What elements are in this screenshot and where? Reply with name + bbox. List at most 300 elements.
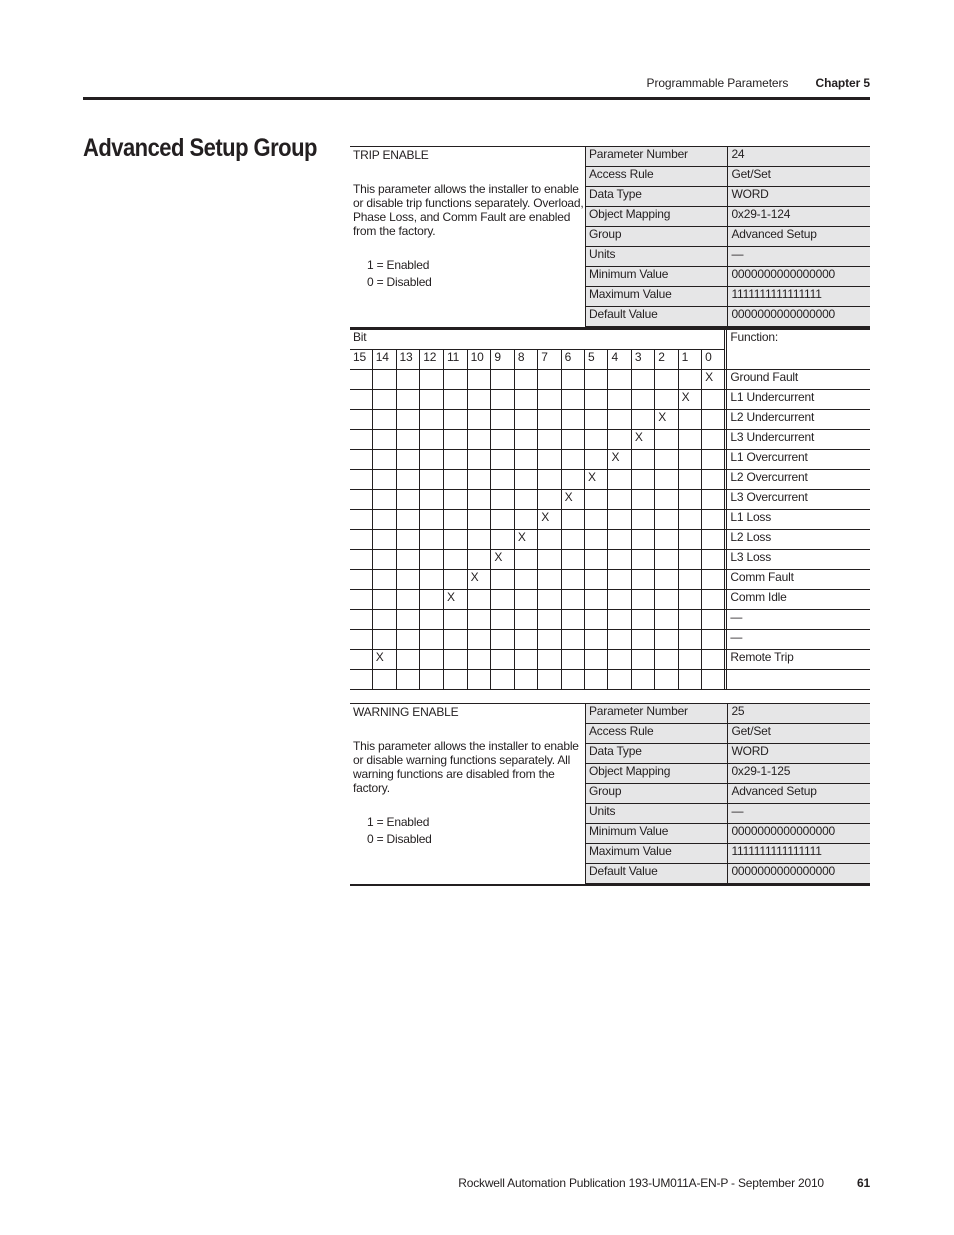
bit-cell [467,670,491,690]
bit-cell [678,470,701,490]
table-row [350,450,870,470]
param-label: Object Mapping [586,764,728,784]
function-name: L3 Undercurrent [727,430,870,450]
bit-cell [396,430,420,450]
bit-cell [467,490,491,510]
bit-cell [491,610,514,630]
param-value: Get/Set [728,724,870,744]
param-label: Access Rule [586,167,728,187]
bit-cell [444,650,468,670]
bit-cell [608,630,631,650]
bit-cell [561,510,584,530]
bit-cell [585,650,608,670]
function-name [727,670,870,690]
bit-cell [372,510,396,530]
warning-enable-param-table [585,703,870,884]
function-name: L1 Loss [727,510,870,530]
table-row [350,650,870,670]
bit-number: 13 [396,350,420,370]
bit-number: 10 [467,350,491,370]
table-row [350,610,870,630]
bit-cell [444,530,468,550]
bit-cell [514,670,537,690]
param-label: Parameter Number [586,147,728,167]
param-value: — [728,247,870,267]
bit-cell [491,650,514,670]
bit-cell [655,630,678,650]
bit-cell [491,490,514,510]
bit-cell [396,530,420,550]
bit-cell [702,590,725,610]
bit-cell [585,570,608,590]
table-row [350,530,870,550]
bit-cell [561,650,584,670]
bit-cell [631,490,654,510]
bit-cell [631,590,654,610]
header-chapter: Chapter 5 [815,76,870,90]
bit-mark: X [678,390,701,410]
bit-cell [372,610,396,630]
bit-cell [372,570,396,590]
bit-cell [608,390,631,410]
bit-cell [655,570,678,590]
bit-mark: X [702,370,725,390]
function-name: L2 Overcurrent [727,470,870,490]
bit-cell [491,530,514,550]
bit-cell [538,550,561,570]
param-row [586,287,871,307]
bit-cell [655,670,678,690]
bit-cell [444,390,468,410]
function-name: L2 Loss [727,530,870,550]
bit-cell [467,510,491,530]
bit-cell [467,430,491,450]
bit-cell [561,550,584,570]
bit-header-row [350,330,870,350]
param-label: Parameter Number [586,704,728,724]
bit-cell [655,390,678,410]
bit-cell [561,570,584,590]
option-enabled: 1 = Enabled [367,815,430,829]
bit-cell [491,370,514,390]
bit-cell [678,550,701,570]
function-name: Ground Fault [727,370,870,390]
bit-cell [420,530,444,550]
bit-cell [514,450,537,470]
bit-number: 11 [444,350,468,370]
bit-number: 5 [585,350,608,370]
bit-cell [631,510,654,530]
bit-cell [631,610,654,630]
bit-cell [608,550,631,570]
bit-cell [491,470,514,490]
bit-cell [561,450,584,470]
param-row [586,744,871,764]
bit-cell [514,570,537,590]
bit-cell [491,570,514,590]
bit-cell [702,510,725,530]
bit-cell [514,490,537,510]
bit-cell [420,630,444,650]
bit-cell [372,550,396,570]
bit-cell [678,530,701,550]
bit-cell [420,410,444,430]
bit-cell [538,530,561,550]
bit-cell [538,610,561,630]
bit-number: 7 [538,350,561,370]
table-row [350,510,870,530]
param-value: 0000000000000000 [728,864,870,884]
table-row [350,570,870,590]
bit-cell [655,650,678,670]
bit-cell [491,410,514,430]
table-row [350,630,870,650]
table-row [350,670,870,690]
param-value: Advanced Setup [728,227,870,247]
function-name: L1 Undercurrent [727,390,870,410]
bit-cell [420,510,444,530]
bit-cell [372,670,396,690]
function-name: — [727,630,870,650]
trip-enable-param-table [585,146,870,327]
bit-cell [372,530,396,550]
bit-cell [467,550,491,570]
bit-cell [514,550,537,570]
bit-cell [350,390,372,410]
bit-cell [678,670,701,690]
bit-number: 3 [631,350,654,370]
bit-cell [350,450,372,470]
bit-cell [467,410,491,430]
bit-cell [585,630,608,650]
bit-cell [702,670,725,690]
bit-mark: X [467,570,491,590]
bit-cell [655,530,678,550]
param-row [586,187,871,207]
bit-cell [678,630,701,650]
param-label: Default Value [586,864,728,884]
bit-cell [678,610,701,630]
bit-mark: X [538,510,561,530]
bit-cell [608,530,631,550]
bit-cell [608,430,631,450]
bit-cell [491,450,514,470]
bit-cell [585,510,608,530]
param-label: Units [586,804,728,824]
bit-cell [655,430,678,450]
bit-cell [702,410,725,430]
bit-mark: X [608,450,631,470]
bit-cell [350,570,372,590]
bit-cell [396,470,420,490]
bit-cell [420,570,444,590]
bit-cell [538,370,561,390]
param-row [586,147,871,167]
bit-number: 1 [678,350,701,370]
param-value: 1111111111111111 [728,844,870,864]
bit-cell [372,630,396,650]
function-name: L2 Undercurrent [727,410,870,430]
bit-cell [561,370,584,390]
column-gap [725,350,727,370]
bit-number: 9 [491,350,514,370]
param-value: 25 [728,704,870,724]
header-section: Programmable Parameters [646,76,789,90]
bit-cell [561,470,584,490]
bit-cell [538,490,561,510]
bit-cell [678,370,701,390]
param-label: Access Rule [586,724,728,744]
param-value: 0000000000000000 [728,267,870,287]
param-row [586,804,871,824]
bit-cell [372,370,396,390]
bit-cell [608,650,631,670]
table-row [350,470,870,490]
bit-cell [372,410,396,430]
bit-cell [514,590,537,610]
bit-cell [608,590,631,610]
bit-mark: X [585,470,608,490]
param-name: TRIP ENABLE [353,148,429,162]
bit-cell [561,390,584,410]
function-label: Function: [727,330,870,370]
bit-cell [491,510,514,530]
bit-function-table [350,329,870,690]
bit-mark: X [372,650,396,670]
bit-cell [420,370,444,390]
param-description: This parameter allows the installer to enable or disable warning functions separately. All warning functions are disabled from the factory. [353,739,579,795]
bit-cell [608,490,631,510]
bit-cell [585,490,608,510]
bit-number: 2 [655,350,678,370]
bit-cell [396,550,420,570]
table-row [350,550,870,570]
bit-label: Bit [350,330,725,350]
bit-cell [585,590,608,610]
bit-cell [514,390,537,410]
param-label: Data Type [586,187,728,207]
bit-cell [702,490,725,510]
bit-cell [444,670,468,690]
bit-cell [420,550,444,570]
bit-cell [678,570,701,590]
param-value: WORD [728,187,870,207]
param-label: Maximum Value [586,844,728,864]
footer-publication: Rockwell Automation Publication 193-UM011A-EN-P - September 2010 [458,1176,824,1190]
bit-cell [491,430,514,450]
bit-number: 4 [608,350,631,370]
bit-number: 15 [350,350,372,370]
bit-cell [585,410,608,430]
page-title: Advanced Setup Group [83,134,317,162]
bit-cell [538,390,561,410]
bit-cell [350,470,372,490]
page-number: 61 [857,1176,870,1190]
bit-cell [655,370,678,390]
bit-number: 0 [702,350,725,370]
bit-cell [561,430,584,450]
bit-cell [467,630,491,650]
bit-cell [585,390,608,410]
bit-cell [585,450,608,470]
param-label: Minimum Value [586,824,728,844]
function-name: Comm Idle [727,590,870,610]
table-row [350,410,870,430]
bit-cell [444,370,468,390]
bit-cell [702,390,725,410]
param-row [586,307,871,327]
bit-cell [420,390,444,410]
bit-cell [420,450,444,470]
bit-cell [396,630,420,650]
bit-cell [350,550,372,570]
bit-cell [585,430,608,450]
bit-cell [467,610,491,630]
bit-cell [420,650,444,670]
param-value: WORD [728,744,870,764]
bit-cell [631,550,654,570]
bit-cell [396,510,420,530]
bit-cell [655,610,678,630]
bit-cell [655,470,678,490]
bit-mark: X [561,490,584,510]
bit-cell [631,670,654,690]
param-value: 0000000000000000 [728,824,870,844]
bit-cell [631,530,654,550]
function-name: Comm Fault [727,570,870,590]
bit-cell [372,470,396,490]
bit-cell [585,550,608,570]
option-disabled: 0 = Disabled [367,832,432,846]
param-label: Object Mapping [586,207,728,227]
bit-cell [702,450,725,470]
bit-cell [396,650,420,670]
bit-cell [655,490,678,510]
bit-number: 12 [420,350,444,370]
bit-cell [350,530,372,550]
bit-cell [350,490,372,510]
bit-cell [538,630,561,650]
bit-mark: X [631,430,654,450]
param-label: Units [586,247,728,267]
bit-mark: X [514,530,537,550]
bit-cell [678,430,701,450]
param-row [586,167,871,187]
bit-cell [372,450,396,470]
bit-cell [396,590,420,610]
bit-cell [678,650,701,670]
trip-enable-description [353,148,584,292]
bit-cell [444,430,468,450]
bit-cell [514,430,537,450]
bit-cell [631,570,654,590]
bit-cell [561,410,584,430]
bit-cell [491,590,514,610]
param-row [586,824,871,844]
bit-cell [372,390,396,410]
bit-cell [444,630,468,650]
bit-cell [491,390,514,410]
bit-cell [514,410,537,430]
bit-cell [702,630,725,650]
bit-cell [467,470,491,490]
bit-cell [608,410,631,430]
bit-cell [538,410,561,430]
param-label: Default Value [586,307,728,327]
bit-cell [444,570,468,590]
param-value: 0000000000000000 [728,307,870,327]
bit-cell [444,450,468,470]
bit-cell [538,470,561,490]
table-row [350,370,870,390]
param-row [586,764,871,784]
bit-cell [585,530,608,550]
bit-mark: X [444,590,468,610]
bit-cell [396,450,420,470]
bit-function-table-block [350,329,870,693]
bit-cell [396,670,420,690]
bit-cell [608,470,631,490]
function-name: L3 Overcurrent [727,490,870,510]
param-value: Advanced Setup [728,784,870,804]
bit-cell [514,470,537,490]
param-row [586,844,871,864]
bit-cell [702,530,725,550]
bit-cell [678,510,701,530]
param-label: Maximum Value [586,287,728,307]
warning-enable-description [353,705,584,849]
bit-cell [561,590,584,610]
bit-cell [491,630,514,650]
param-value: — [728,804,870,824]
param-label: Group [586,784,728,804]
bit-cell [678,450,701,470]
block-bottom-rule [350,884,870,886]
option-disabled: 0 = Disabled [367,275,432,289]
bit-cell [420,490,444,510]
bit-cell [420,670,444,690]
bit-cell [678,590,701,610]
param-row [586,267,871,287]
param-value: 0x29-1-125 [728,764,870,784]
bit-cell [631,390,654,410]
bit-cell [491,670,514,690]
param-description: This parameter allows the installer to enable or disable trip functions separately. Overload, Phase Loss, and Comm Fault are enabled from the factory. [353,182,584,238]
bit-cell [561,670,584,690]
bit-cell [420,590,444,610]
bit-cell [420,470,444,490]
table-row [350,390,870,410]
bit-cell [514,630,537,650]
bit-cell [538,650,561,670]
bit-cell [631,410,654,430]
bit-cell [467,370,491,390]
param-row [586,864,871,884]
bit-cell [350,590,372,610]
bit-cell [514,610,537,630]
bit-mark: X [655,410,678,430]
bit-cell [585,610,608,630]
bit-cell [561,630,584,650]
bit-cell [350,370,372,390]
function-name: L3 Loss [727,550,870,570]
function-name: Remote Trip [727,650,870,670]
bit-cell [350,670,372,690]
bit-cell [396,390,420,410]
bit-cell [444,510,468,530]
bit-cell [561,530,584,550]
bit-cell [678,490,701,510]
